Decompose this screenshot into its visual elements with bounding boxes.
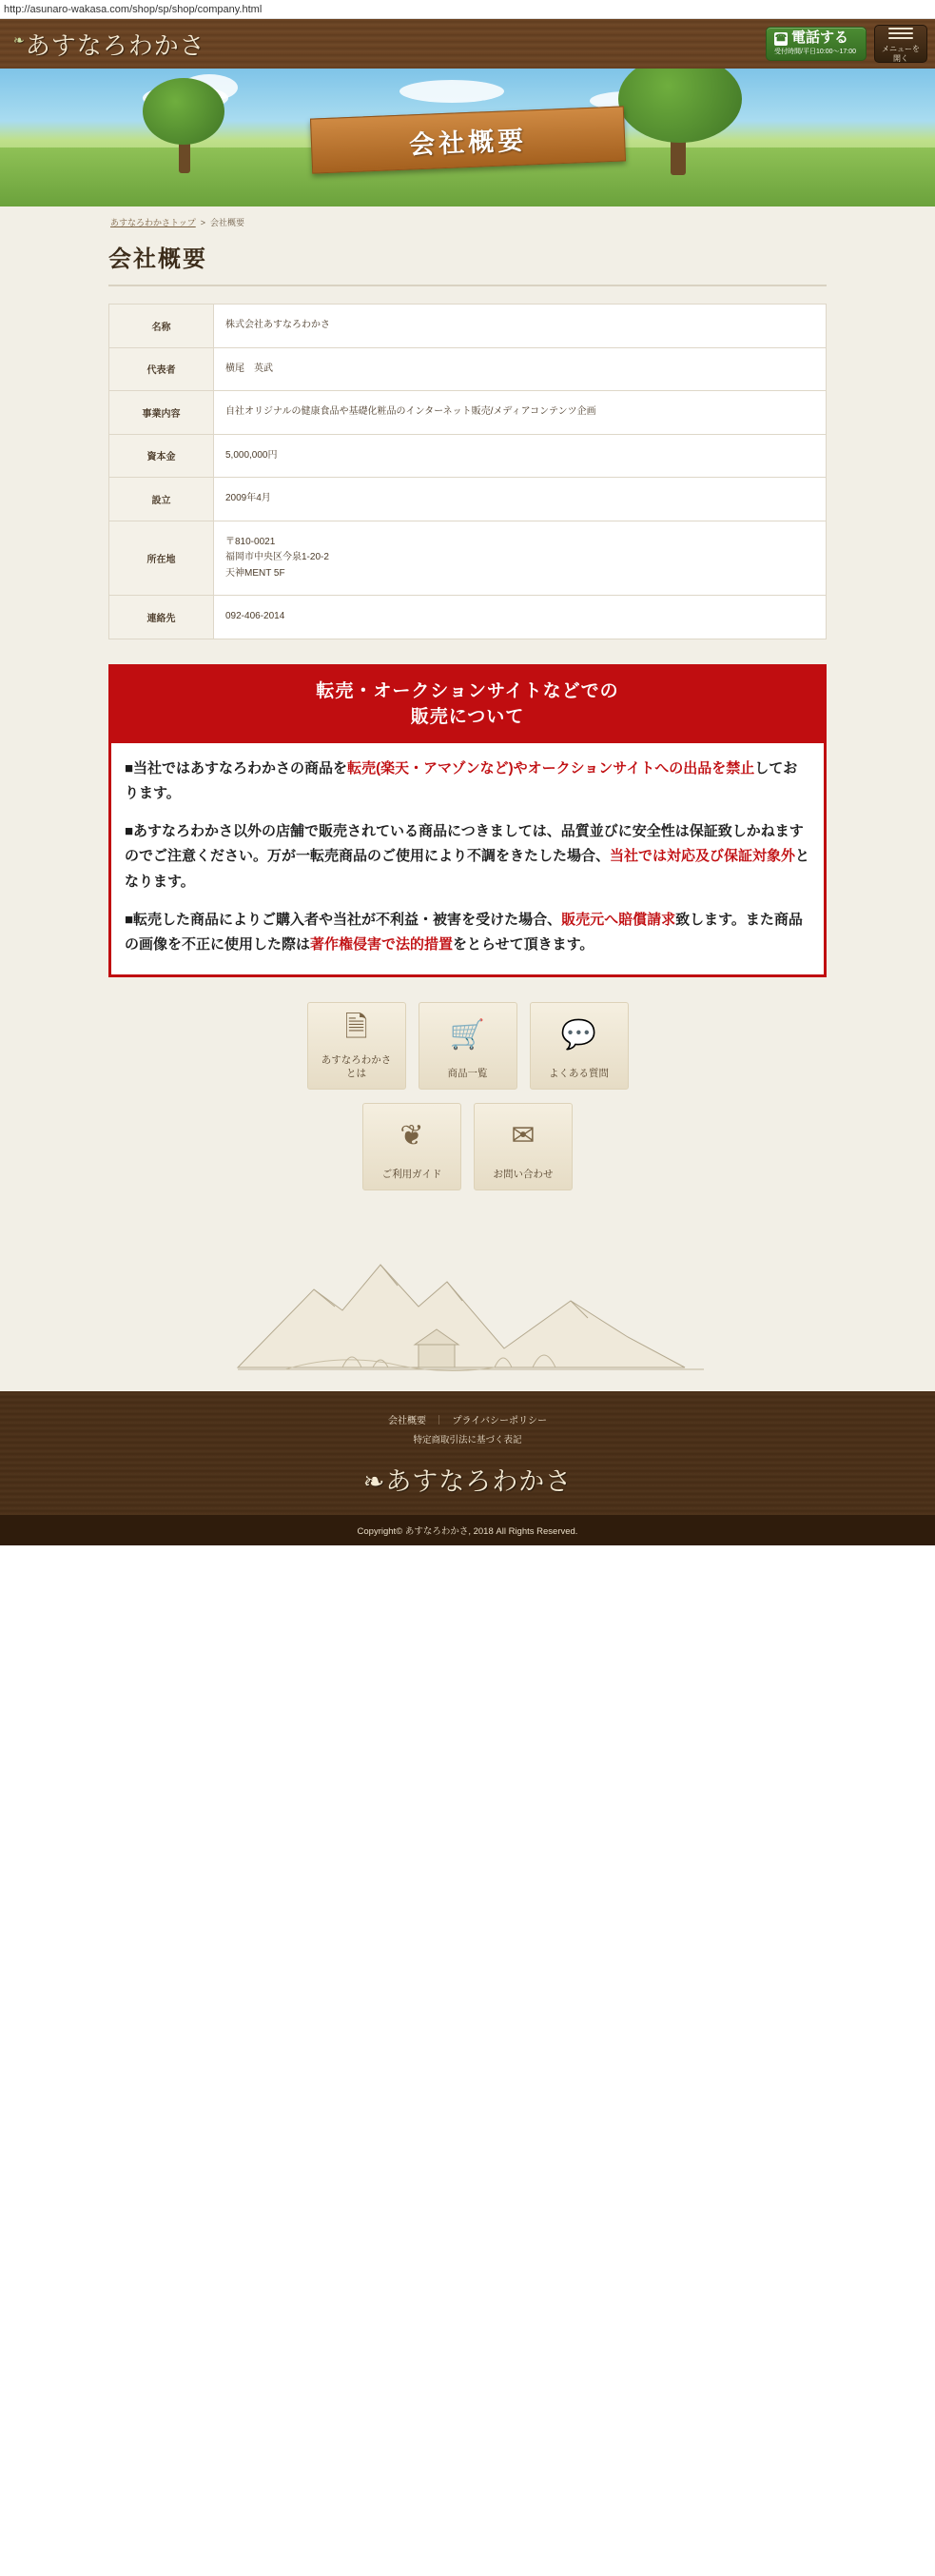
table-row-value: 横尾 英武 <box>214 347 827 391</box>
call-hours: 受付時間/平日10:00〜17:00 <box>774 48 856 55</box>
nav-tile[interactable] <box>307 1002 406 1090</box>
table-row-label: 資本金 <box>109 434 214 478</box>
leaf-icon: ❧ <box>13 32 26 49</box>
browser-url-bar[interactable]: http://asunaro-wakasa.com/shop/sp/shop/company.html <box>0 0 935 19</box>
hamburger-icon <box>888 25 913 42</box>
footer-link-legal[interactable]: 特定商取引法に基づく表記 <box>413 1435 522 1446</box>
table-row <box>109 596 827 639</box>
nav-tile[interactable] <box>362 1103 461 1190</box>
mountain-illustration <box>0 1215 935 1391</box>
call-button-label: 電話する <box>791 29 849 47</box>
call-button[interactable] <box>766 27 867 60</box>
page-title: 会社概要 <box>108 234 827 286</box>
table-row <box>109 434 827 478</box>
notice-text: ■あすなろわかさ以外の店舗で販売されている商品につきましては、品質並びに安全性は保証致しかねますのでご注意ください。万が一転売商品のご使用により不調をきたした場合、 <box>125 823 804 865</box>
tree-foliage <box>618 69 742 143</box>
table-row-label: 代表者 <box>109 347 214 391</box>
page-root <box>0 19 935 1545</box>
breadcrumb-current: 会社概要 <box>210 218 245 227</box>
copyright-text: Copyright© あすなろわかさ, 2018 All Rights Reserved. <box>0 1515 935 1545</box>
table-row <box>109 521 827 596</box>
resale-notice-box <box>108 664 827 978</box>
document-icon: 🗎 <box>344 1012 368 1044</box>
nav-tiles-row-1 <box>0 977 935 1099</box>
footer-links <box>10 1412 925 1426</box>
table-row <box>109 391 827 435</box>
breadcrumb <box>0 206 935 234</box>
site-logo-text: あすなろわかさ <box>25 31 205 61</box>
table-row-label: 所在地 <box>109 521 214 596</box>
notice-text: しております。 <box>125 759 798 801</box>
notice-text: をとらせて頂きます。 <box>453 936 594 954</box>
cart-icon: 🛒 <box>449 1018 486 1051</box>
menu-button-label-2: 開く <box>893 53 908 63</box>
leaf-icon: ❧ <box>362 1467 386 1498</box>
nav-tile-label: 商品一覧 <box>447 1068 488 1080</box>
notice-text: となります。 <box>125 848 810 890</box>
nav-tile-label: ご利用ガイド <box>381 1169 442 1181</box>
table-row-value: 〒810-0021 福岡市中央区今泉1-20-2 天神MENT 5F <box>214 521 827 596</box>
notice-paragraph <box>125 908 810 958</box>
notice-text: 致します。また商品の画像を不正に使用した際は <box>125 911 803 954</box>
site-logo[interactable] <box>13 27 766 62</box>
main-content <box>0 234 935 977</box>
phone-icon: ☎ <box>774 32 788 44</box>
notice-paragraph <box>125 819 810 895</box>
resale-notice-heading-line1: 転売・オークションサイトなどでの <box>316 679 619 701</box>
nav-tile[interactable] <box>530 1002 629 1090</box>
resale-notice-body <box>111 743 824 975</box>
table-row <box>109 305 827 348</box>
table-row-label: 設立 <box>109 478 214 521</box>
site-footer <box>0 1391 935 1545</box>
hero-banner <box>0 69 935 206</box>
nav-tiles-row-2 <box>0 1099 935 1200</box>
mail-icon: ✉ <box>511 1119 536 1151</box>
nav-tile[interactable] <box>474 1103 573 1190</box>
nav-tile-label: お問い合わせ <box>493 1169 554 1181</box>
leaf-icon: ❦ <box>399 1119 424 1151</box>
breadcrumb-separator: > <box>198 218 208 227</box>
menu-button[interactable] <box>874 25 927 63</box>
resale-notice-heading-line2: 販売について <box>410 706 525 728</box>
table-row-label: 事業内容 <box>109 391 214 435</box>
cloud-shape <box>399 80 504 103</box>
mountain-svg <box>0 1215 935 1391</box>
notice-text: ■転売した商品によりご購入者や当社が不利益・被害を受けた場合、 <box>125 911 562 928</box>
chat-icon: 💬 <box>560 1018 597 1051</box>
notice-emphasis: 販売元へ賠償請求 <box>561 911 676 928</box>
table-row <box>109 347 827 391</box>
footer-link-privacy[interactable]: プライバシーポリシー <box>452 1416 548 1427</box>
company-info-table <box>108 304 827 639</box>
table-row <box>109 478 827 521</box>
footer-link-separator: ｜ <box>434 1416 444 1427</box>
nav-tile-label: あすなろわかさ とは <box>321 1054 392 1080</box>
footer-logo[interactable] <box>10 1461 925 1498</box>
notice-text: ■当社ではあすなろわかさの商品を <box>125 759 348 777</box>
footer-link-company[interactable]: 会社概要 <box>387 1416 426 1427</box>
hero-title: 会社概要 <box>408 126 528 160</box>
table-row-value: 5,000,000円 <box>214 434 827 478</box>
site-header <box>0 19 935 69</box>
table-row-label: 連絡先 <box>109 596 214 639</box>
notice-emphasis: 転売(楽天・アマゾンなど)やオークションサイトへの出品を禁止 <box>347 759 755 777</box>
table-row-value: 株式会社あすなろわかさ <box>214 305 827 348</box>
table-row-label: 名称 <box>109 305 214 348</box>
notice-emphasis: 著作権侵害で法的措置 <box>310 936 454 954</box>
notice-emphasis: 当社では対応及び保証対象外 <box>610 848 796 865</box>
nav-tile-label: よくある質問 <box>549 1068 609 1080</box>
resale-notice-heading <box>111 667 824 743</box>
footer-logo-text: あすなろわかさ <box>385 1467 573 1498</box>
table-row-value: 092-406-2014 <box>214 596 827 639</box>
menu-button-label-1: メニューを <box>882 44 920 53</box>
table-row-value: 2009年4月 <box>214 478 827 521</box>
nav-tile[interactable] <box>419 1002 517 1090</box>
breadcrumb-home-link[interactable]: あすなろわかさトップ <box>110 218 196 227</box>
tree-foliage <box>143 78 224 145</box>
notice-paragraph <box>125 757 810 807</box>
table-row-value: 自社オリジナルの健康食品や基礎化粧品のインターネット販売/メディアコンテンツ企画 <box>214 391 827 435</box>
